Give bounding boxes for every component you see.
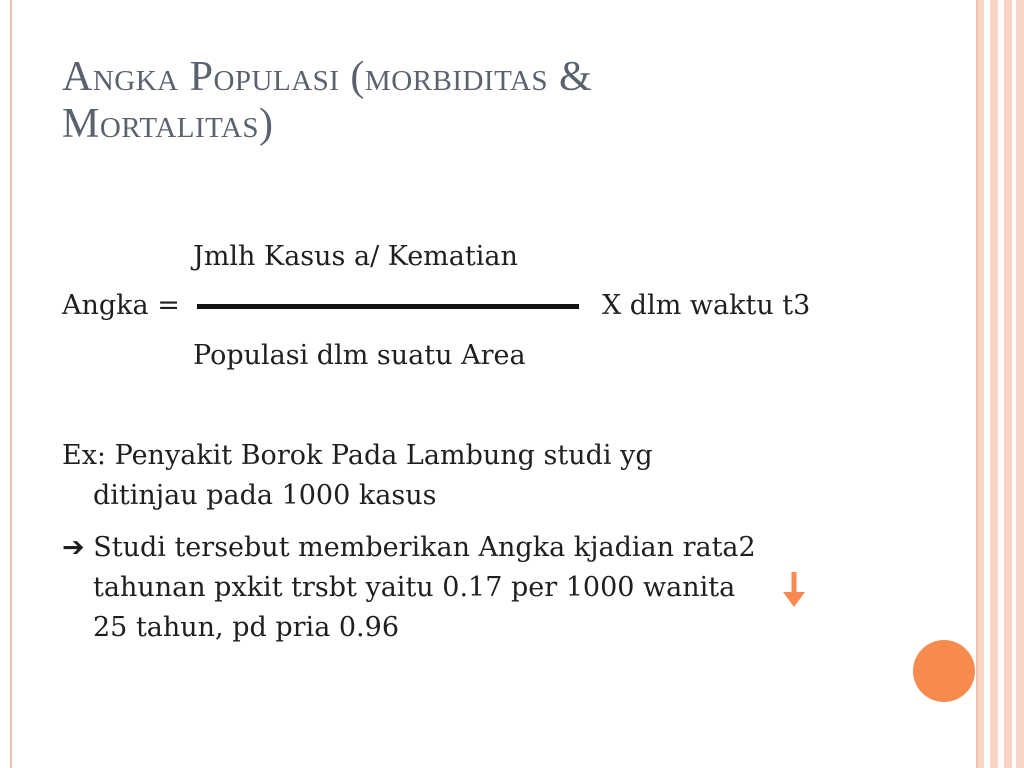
stripe [1004,0,1012,768]
result-line-3: 25 tahun, pd pria 0.96 [93,612,399,643]
stripe [978,0,984,768]
orange-circle-decoration [913,640,975,702]
example-line-2: ditinjau pada 1000 kasus [93,480,437,511]
formula-rhs: X dlm waktu t3 [602,290,811,321]
fraction-line [197,304,579,309]
example-line-1: Ex: Penyakit Borok Pada Lambung studi yg [62,440,653,471]
result-line-2: tahunan pxkit trsbt yaitu 0.17 per 1000 wanita [93,572,736,603]
formula-lhs: Angka = [62,290,180,321]
result-line-1: Studi tersebut memberikan Angka kjadian rata2 [93,532,756,563]
slide-title [62,54,922,148]
decorative-stripes [978,0,1024,768]
stripe [990,0,998,768]
formula-numerator: Jmlh Kasus a/ Kematian [193,241,518,272]
stripe [1016,0,1024,768]
title-line-2: Mortalitas) [62,101,274,147]
title-line-1: Angka Populasi (morbiditas & [62,54,593,100]
right-arrow-icon: ➔ [62,532,85,563]
down-arrow-icon[interactable] [782,572,806,608]
formula-denominator: Populasi dlm suatu Area [193,340,526,371]
example-paragraph [62,436,922,516]
